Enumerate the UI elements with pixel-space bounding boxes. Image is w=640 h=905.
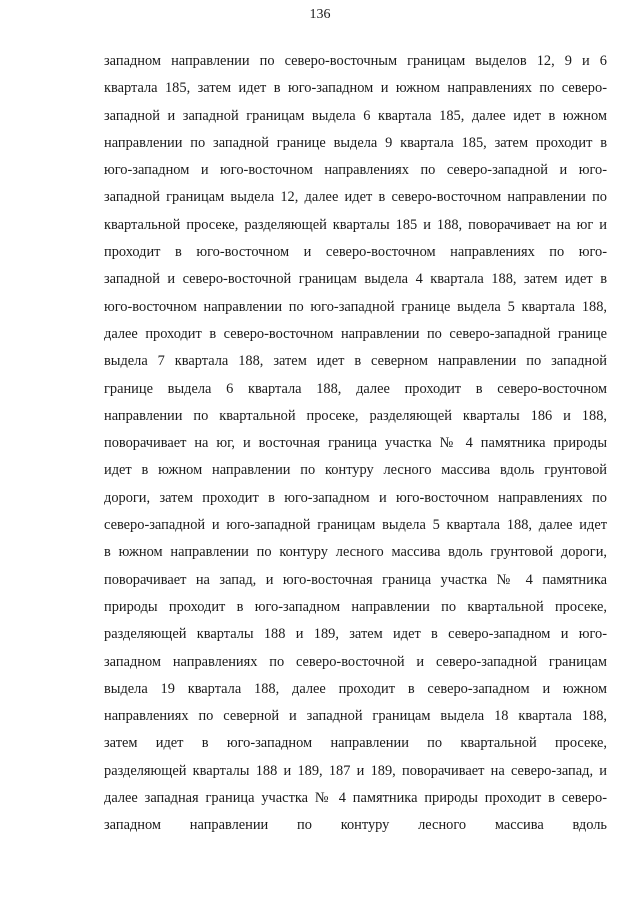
text-line: направлении по западной границе выдела 9 квартала 185, затем проходит в [104,134,607,151]
text-line: выдела 7 квартала 188, затем идет в северном направлении по западной [104,353,607,370]
text-line: квартальной просеке, разделяющей кварталы 185 и 188, поворачивает на юг и [104,216,607,233]
text-line: северо-западной и юго-западной границам выдела 5 квартала 188, далее идет [104,517,607,534]
text-line: западной границам выдела 12, далее идет в северо-восточном направлении по [104,189,607,206]
text-line: разделяющей кварталы 188 и 189, затем идет в северо-западном и юго- [104,626,607,643]
page-number: 136 [309,7,331,22]
text-line: затем идет в юго-западном направлении по квартальной просеке, [104,735,607,752]
text-line: дороги, затем проходит в юго-западном и юго-восточном направлениях по [104,489,607,506]
text-line: проходит в юго-восточном и северо-восточном направлениях по юго- [104,244,607,261]
text-line: границе выдела 6 квартала 188, далее проходит в северо-восточном [104,380,607,397]
text-line: юго-восточном направлении по юго-западной границе выдела 5 квартала 188, [104,298,607,315]
text-line: юго-западном и юго-восточном направлениях по северо-западной и юго- [104,162,607,179]
text-line: идет в южном направлении по контуру лесного массива вдоль грунтовой [104,462,607,479]
text-line: разделяющей кварталы 188 и 189, 187 и 189, поворачивает на северо-запад, и [104,762,607,779]
text-line: западном направлениях по северо-восточной и северо-западной границам [104,653,607,670]
text-line: западной и западной границам выдела 6 квартала 185, далее идет в южном [104,107,607,124]
text-line: направлении по квартальной просеке, разделяющей кварталы 186 и 188, [104,407,607,424]
text-line: далее проходит в северо-восточном направлении по северо-западной границе [104,325,607,342]
text-line: выдела 19 квартала 188, далее проходит в северо-западном и южном [104,680,607,697]
body-text [104,48,607,840]
text-line: западной и северо-восточной границам выдела 4 квартала 188, затем идет в [104,271,607,288]
text-line: поворачивает на запад, и юго-восточная граница участка № 4 памятника [104,571,607,588]
text-line: далее западная граница участка № 4 памятника природы проходит в северо- [104,790,607,807]
text-line: западном направлении по контуру лесного массива вдоль [104,817,607,834]
text-line: направлениях по северной и западной границам выдела 18 квартала 188, [104,708,607,725]
text-line: природы проходит в юго-западном направлении по квартальной просеке, [104,598,607,615]
text-line: поворачивает на юг, и восточная граница участка № 4 памятника природы [104,435,607,452]
text-line: западном направлении по северо-восточным границам выделов 12, 9 и 6 [104,53,607,69]
text-line: квартала 185, затем идет в юго-западном и южном направлениях по северо- [104,80,607,97]
text-line: в южном направлении по контуру лесного массива вдоль грунтовой дороги, [104,544,607,561]
